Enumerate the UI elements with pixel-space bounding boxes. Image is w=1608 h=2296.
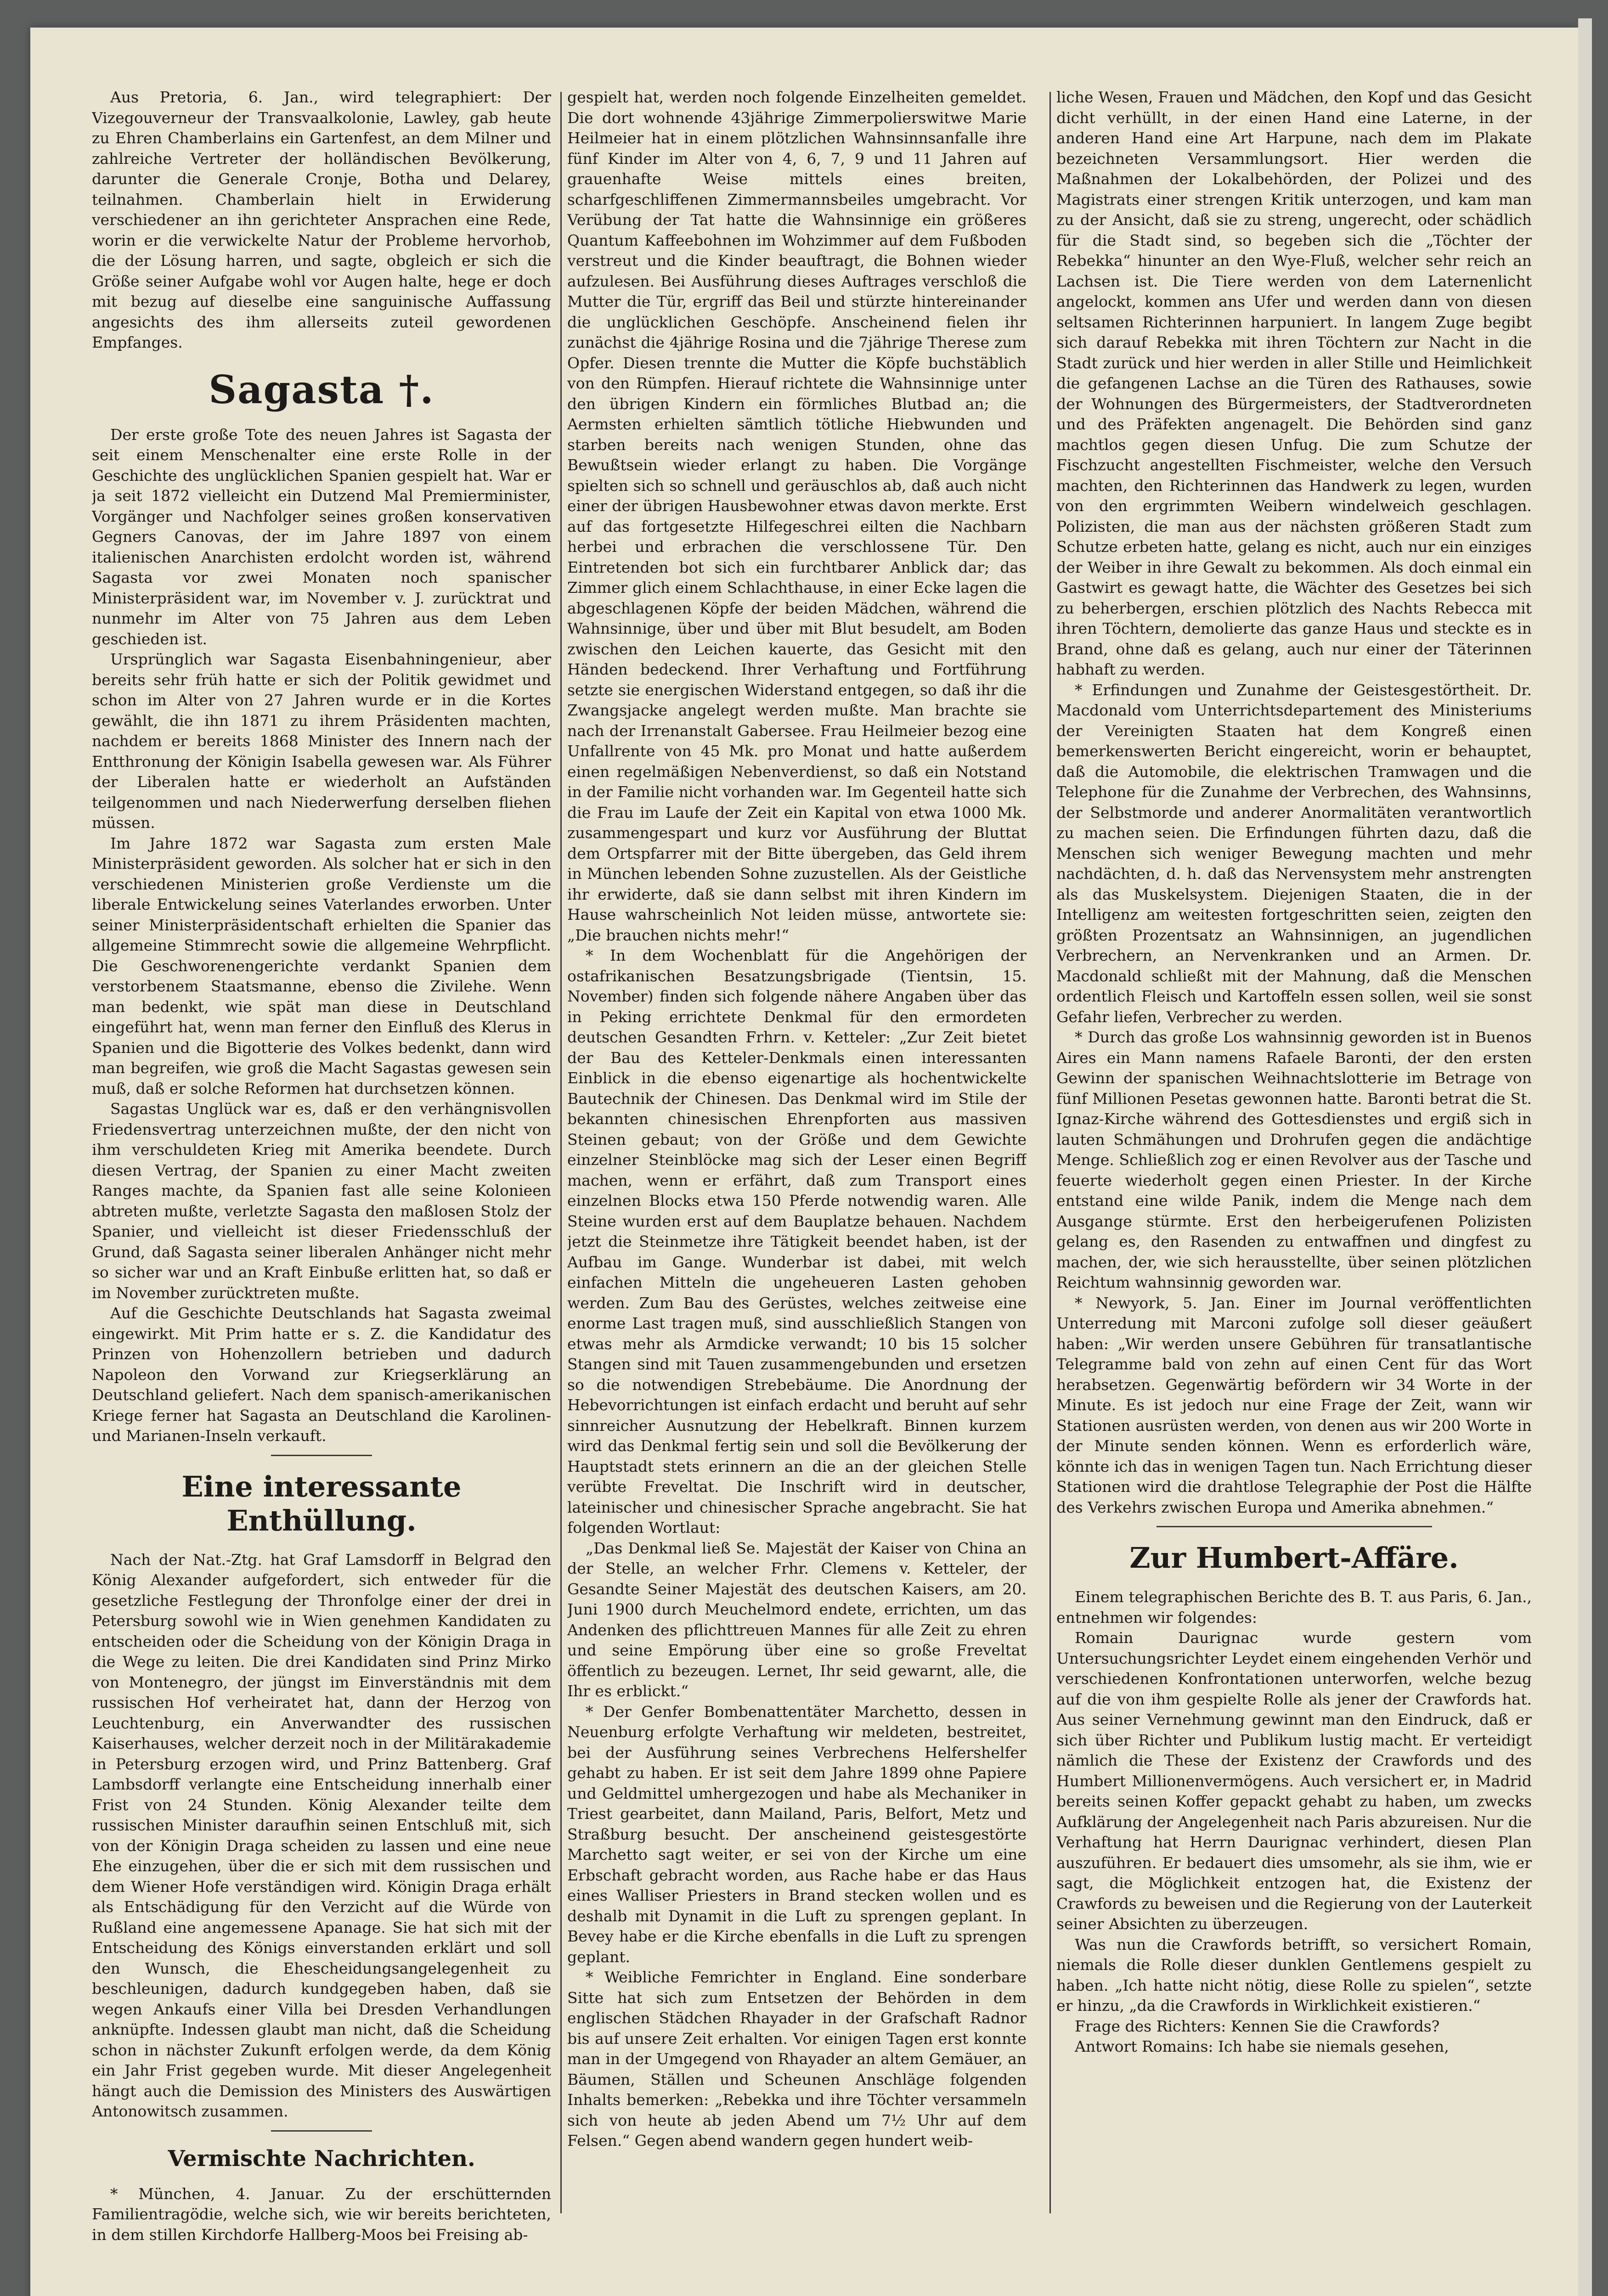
article-erfindungen: * Erfindungen und Zunahme der Geistesgestörtheit. Dr. Macdonald vom Unterrichtsdepartement des Ministeriums der Vereinigten Staaten hat dem Kongreß einen bemerkenswerten Bericht eingereicht, worin er behauptet, daß die Automobile, die elektrischen Tramwagen und die Telephone für die Zunahme der Verbrechen, des Wahnsinns, der Selbstmorde und anderer Anormalitäten verantwortlich zu machen seien. Die Erfindungen führten dazu, daß die Menschen sich weniger Bewegung machten und mehr nachdächten, d. h. daß das Nervensystem mehr anstrengten als das Muskelsystem. Diejenigen Staaten, die in der Intelligenz am weitesten fortgeschritten seien, zeigten den größten Prozentsatz an Wahnsinnigen, an jugendlichen Verbrechern, an Nervenkranken und an Armen. Dr. Macdonald schließt mit der Mahnung, daß die Menschen ordentlich Fleisch und Kartoffeln essen sollen, weil sie sonst Gefahr liefen, Verbrecher zu werden. [1056,681,1532,1026]
article-sagasta-p3: Im Jahre 1872 war Sagasta zum ersten Male Ministerpräsident geworden. Als solcher hat er sich in den verschiedenen Ministerien große Verdienste um die liberale Entwickelung seines Vaterlandes erworben. Unter seiner Ministerpräsidentschaft erhielten die Spanier das allgemeine Stimmrecht sowie die allgemeine Wehrpflicht. Die Geschworenengerichte verdankt Spanien dem verstorbenem Staatsmanne, ebenso die Zivilehe. Wenn man bedenkt, wie spät man diese in Deutschland eingeführt hat, wenn man ferner den Einfluß des Klerus in Spanien und die Bigotterie des Volkes bedenkt, dann wird man begreifen, wie groß die Macht Sagastas gewesen sein muß, daß er solche Reformen hat durchsetzen können. [92,834,551,1097]
article-humbert-p1: Romain Daurignac wurde gestern vom Untersuchungsrichter Leydet einem eingehenden Verhör und verschiedenen Konfrontationen unterworfen, welche bezug auf die von ihm gespielte Rolle als jener der Crawfords hat. Aus seiner Vernehmung gewinnt man den Eindruck, daß er sich über Richter und Publikum lustig macht. Er verteidigt nämlich die These der Existenz der Crawfords und des Humbert Millionenvermögens. Auch versichert er, in Madrid bereits seinen Koffer gepackt gehabt zu haben, um zwecks Aufklärung der Angelegenheit nach Paris abzureisen. Nur die Verhaftung hat Herrn Daurignac verhindert, diesen Plan auszuführen. Er bedauert dies umsomehr, als sie ihm, wie er sagt, die Möglichkeit entzogen hat, die Existenz der Crawfords zu beweisen und die Regierung von der Lauterkeit seiner Absichten zu überzeugen. [1056,1629,1532,1933]
heading-sagasta: Sagasta †. [209,366,434,412]
separator [271,1455,372,1456]
article-marchetto: * Der Genfer Bombenattentäter Marchetto, dessen in Neuenburg erfolgte Verhaftung wir meldeten, bestreitet, bei der Ausführung seines Verbrechens Helfershelfer gehabt zu haben. Er ist seit dem Jahre 1899 ohne Papiere und Geldmittel umhergezogen und habe als Mechaniker in Triest gearbeitet, dann Mailand, Paris, Belfort, Metz und Straßburg besucht. Der anscheinend geistesgestörte Marchetto sagt weiter, er sei von der Kirche um eine Erbschaft gebracht worden, aus Rache habe er das Haus eines Walliser Priesters in Brand stecken wollen und es deshalb mit Dynamit in die Luft zu sprengen geplant. In Bevey habe er die Kirche ebenfalls in die Luft zu sprengen geplant. [567,1702,1027,1966]
column-2 [567,87,1027,2151]
column-rule-1 [560,92,562,2213]
article-humbert-question: Frage des Richters: Kennen Sie die Crawfords? [1075,2017,1440,2035]
article-ketteler-inscription: „Das Denkmal ließ Se. Majestät der Kaiser von China an der Stelle, an welcher Frhr. Clemens v. Ketteler, der Gesandte Seiner Majestät des deutschen Kaisers, am 20. Juni 1900 durch Meuchelmord endete, errichten, um das Andenken des pflichttreuen Mannes für alle Zeit zu ehren und seine Empörung über eine so große Freveltat öffentlich zu bezeugen. Lernet, Ihr seid gewarnt, alle, die Ihr es erblickt.“ [567,1539,1027,1700]
article-muenchen-cont: gespielt hat, werden noch folgende Einzelheiten gemeldet. Die dort wohnende 43jährige Zimmerpolierswitwe Marie Heilmeier hat in einem plötzlichen Wahnsinnsanfalle ihre fünf Kinder im Alter von 4, 6, 7, 9 und 11 Jahren auf grauenhafte Weise mittels eines breiten, scharfgeschliffenen Zimmermannsbeiles umgebracht. Vor Verübung der Tat hatte die Wahnsinnige ein größeres Quantum Kaffeebohnen im Wohzimmer auf dem Fußboden verstreut und die Kinder beauftragt, die Bohnen wieder aufzulesen. Bei Ausführung dieses Auftrages verschloß die Mutter die Tür, ergriff das Beil und stürzte hintereinander die unglücklichen Geschöpfe. Anscheinend fielen ihr zunächst die 4jährige Rosina und die 7jährige Therese zum Opfer. Diesen trennte die Mutter die Köpfe buchstäblich von den Rümpfen. Hierauf richtete die Wahnsinnige unter den übrigen Kindern ein förmliches Blutbad an; die Aermsten erhielten sämtlich tötliche Hiebwunden und starben bereits nach wenigen Stunden, ohne das Bewußtsein wieder erlangt zu haben. Die Vorgänge spielten sich so schnell und geräuschlos ab, daß auch nicht einer der übrigen Hausbewohner etwas davon merkte. Erst auf das fortgesetzte Hilfegeschrei eilten die Nachbarn herbei und erbrachen die verschlossene Tür. Den Eintretenden bot sich ein furchtbarer Anblick dar; das Zimmer glich einem Schlachthause, in einer Ecke lagen die abgeschlagenen Köpfe der beiden Mädchen, während die Wahnsinnige, über und über mit Blut besudelt, am Boden zwischen den Leichen kauerte, das Gesicht mit den Händen bedeckend. Ihrer Verhaftung und Fortführung setzte sie energischen Widerstand entgegen, so daß ihr die Zwangsjacke angelegt werden mußte. Man brachte sie nach der Irrenanstalt Gabersee. Frau Heilmeier bezog eine Unfallrente von 45 Mk. pro Monat und hatte außerdem einen regelmäßigen Nebenverdienst, so daß ein Notstand in der Familie nicht vorhanden war. Im Gegenteil hatte sich die Frau im Laufe der Zeit ein Kapital von etwa 1000 Mk. zusammengespart und kurz vor Ausführung der Bluttat dem Ortspfarrer mit der Bitte übergeben, das Geld ihrem in München lebenden Sohne zuzustellen. Als der Geistliche ihr erwiderte, daß sie dann selbst mit ihren Kindern im Hause wahrscheinlich Not leiden müsse, antwortete sie: „Die brauchen nichts mehr!“ [567,88,1027,944]
article-ketteler: * In dem Wochenblatt für die Angehörigen der ostafrikanischen Besatzungsbrigade (Tientsin, 15. November) finden sich folgende nähere Angaben über das in Peking errichtete Denkmal für den ermordeten deutschen Gesandten Frhrn. v. Ketteler: „Zur Zeit bietet der Bau des Ketteler-Denkmals einen interessanten Einblick in die ebenso eigenartige als hochentwickelte Bautechnik der Chinesen. Das Denkmal wird im Stile der bekannten chinesischen Ehrenpforten aus massiven Steinen gebaut; von der Größe und dem Gewichte einzelner Steinblöcke mag sich der Leser einen Begriff machen, wenn er erfährt, daß zum Transport eines einzelnen Blocks etwa 150 Pferde notwendig waren. Alle Steine wurden erst auf dem Bauplatze behauen. Nachdem jetzt die Steinmetze ihre Tätigkeit beendet haben, ist der Aufbau im Gange. Wunderbar ist dabei, mit welch einfachen Mitteln die ungeheueren Lasten gehoben werden. Zum Bau des Gerüstes, welches zeitweise eine enorme Last tragen muß, sind ausschließlich Stangen von etwas mehr als Armdicke verwandt; 10 bis 15 solcher Stangen sind mit Tauen zusammengebunden und ersetzen so die notwendigen Strebebäume. Die Anordnung der Hebevorrichtungen ist einfach erdacht und beruht auf sehr sinnreicher Ausnutzung der Hebelkraft. Binnen kurzem wird das Denkmal fertig sein und soll die Bevölkerung der Hauptstadt stets erinnern an die an der gleichen Stelle verübte Freveltat. Die Inschrift wird in deutscher, lateinischer und chinesischer Sprache angebracht. Sie hat folgenden Wortlaut: [567,946,1027,1536]
article-humbert-answer: Antwort Romains: Ich habe sie niemals gesehen, [1075,2037,1449,2055]
article-enthuellung: Nach der Nat.-Ztg. hat Graf Lamsdorff in Belgrad den König Alexander aufgefordert, sich entweder für die gesetzliche Festlegung der Thronfolge einer der drei in Petersburg sowohl wie in Wien genehmen Kandidaten zu entscheiden oder die Scheidung von der Königin Draga in die Wege zu leiten. Die drei Kandidaten sind Prinz Mirko von Montenegro, der jüngst im Einverständnis mit dem russischen Hof verheiratet hat, dann der Herzog von Leuchtenburg, ein Anverwandter des russischen Kaiserhauses, welcher derzeit noch in der Militärakademie in Petersburg erzogen wird, und Prinz Battenberg. Graf Lambsdorff verlangte eine Entscheidung innerhalb einer Frist von 24 Stunden. König Alexander teilte dem russischen Minister daraufhin seinen Entschluß mit, sich von der Königin Draga scheiden zu lassen und eine neue Ehe einzugehen, über die er sich mit dem russischen und dem Wiener Hofe verständigen wird. Königin Draga erhält als Entschädigung für den Verzicht auf die Würde von Rußland eine angemessene Apanage. Sie hat sich mit der Entscheidung des Königs einverstanden erklärt und soll den Wunsch, die Ehescheidungsangelegenheit zu beschleunigen, dadurch kundgegeben haben, daß sie wegen Ankaufs einer Villa bei Dresden Verhandlungen anknüpfte. Indessen glaubt man nicht, daß die Scheidung schon in nächster Zukunft erfolgen werde, da dem König ein Jahr Frist gegeben wurde. Mit dieser Angelegenheit hängt auch die Demission des Ministers des Auswärtigen Antonowitsch zusammen. [92,1550,551,2120]
article-grosses-los: * Durch das große Los wahnsinnig geworden ist in Buenos Aires ein Mann namens Rafaele Baronti, der den ersten Gewinn der spanischen Weihnachtslotterie im Betrage von fünf Millionen Pesetas gewonnen hatte. Baronti betrat die St. Ignaz-Kirche während des Gottesdienstes und ergiß sich in lauten Schmähungen und Drohrufen gegen die andächtige Menge. Schließlich zog er einen Revolver aus der Tasche und feuerte wiederholt gegen einen Priester. In der Kirche entstand eine wilde Panik, indem die Menge nach dem Ausgange stürmte. Erst den herbeigerufenen Polizisten gelang es, den Rasenden zu entwaffnen und dingfest zu machen, der, wie sich herausstellte, über seinen plötzlichen Reichtum wahnsinnig geworden war. [1056,1028,1532,1291]
heading-vermischte: Vermischte Nachrichten. [168,2145,475,2172]
article-femrichter-cont: liche Wesen, Frauen und Mädchen, den Kopf und das Gesicht dicht verhüllt, in der einen Hand eine Laterne, in der anderen Hand eine Art Harpune, nach dem im Plakate bezeichneten Versammlungsort. Hier werden die Maßnahmen der Lokalbehörden, der Polizei und des Magistrats einer strengen Kritik unterzogen, und kam man zu der Ansicht, daß sie zu streng, ungerecht, oder schädlich für die Stadt sind, so begeben sich die „Töchter der Rebekka“ hinunter an den Wye-Fluß, welcher sehr reich an Lachsen ist. Die Tiere werden von dem Laternenlicht angelockt, kommen ans Ufer und werden dann von diesen seltsamen Richterinnen harpuniert. In langem Zuge begibt sich darauf Rebekka mit ihren Töchtern zur Nacht in die Stadt zurück und hier werden in aller Stille und Heimlichkeit die gefangenen Lachse an die Türen des Rathauses, sowie der Wohnungen des Bürgermeisters, der Stadtverordneten und des Präfekten angenagelt. Die Behörden sind ganz machtlos gegen diesen Unfug. Die zum Schutze der Fischzucht angestellten Fischmeister, welche den Versuch machten, den Richterinnen das Handwerk zu legen, wurden von den ergrimmten Weibern windelweich geschlagen. Polizisten, die man aus der nächsten größeren Stadt zum Schutze erbeten hatte, gelang es nicht, auch nur ein einziges der Weiber in ihre Gewalt zu bekommen. Als doch einmal ein Gastwirt es gewagt hatte, die Wächter des Gesetzes bei sich zu beherbergen, erschien plötzlich des Nachts Rebecca mit ihren Töchtern, demolierte das ganze Haus und steckte es in Brand, ohne daß es gelang, auch nur einer der Täterinnen habhaft zu werden. [1056,88,1532,678]
article-humbert-intro: Einem telegraphischen Berichte des B. T. aus Paris, 6. Jan., entnehmen wir folgendes: [1056,1588,1532,1626]
separator [1157,1526,1432,1527]
article-pretoria: Aus Pretoria, 6. Jan., wird telegraphiert: Der Vizegouverneur der Transvaalkolonie, Lawley, gab heute zu Ehren Chamberlains ein Gartenfest, an dem Milner und zahlreiche Vertreter der holländischen Bevölkerung, darunter die Generale Cronje, Botha und Delarey, teilnahmen. Chamberlain hielt in Erwiderung verschiedener an ihn gerichteter Ansprachen eine Rede, worin er die verwickelte Natur der Probleme hervorhob, die der Lösung harren, und sagte, obgleich er sich die Größe seiner Aufgabe wohl vor Augen halte, hege er doch mit bezug auf dieselbe eine sanguinische Auffassung angesichts des ihm allerseits zuteil gewordenen Empfanges. [92,88,551,351]
article-sagasta-p1: Der erste große Tote des neuen Jahres ist Sagasta der seit einem Menschenalter eine erste Rolle in der Geschichte des unglücklichen Spanien gespielt hat. War er ja seit 1872 vielleicht ein Dutzend Mal Premierminister, Vorgänger und Nachfolger seines großen konservativen Gegners Canovas, der im Jahre 1897 von einem italienischen Anarchisten erdolcht worden ist, während Sagasta vor zwei Monaten noch spanischer Ministerpräsident war, im November v. J. zurücktrat und nunmehr im Alter von 75 Jahren aus dem Leben geschieden ist. [92,425,551,648]
article-muenchen: * München, 4. Januar. Zu der erschütternden Familientragödie, welche sich, wie wir bereits berichteten, in dem stillen Kirchdorfe Hallberg-Moos bei Freising ab- [92,2184,551,2244]
page-edge [1578,18,1592,2296]
article-sagasta-p4: Sagastas Unglück war es, daß er den verhängnisvollen Friedensvertrag unterzeichnen mußte, der den nicht von ihm verschuldeten Krieg mit Amerika beendete. Durch diesen Vertrag, der Spanien zu einer Macht zweiten Ranges machte, da Spanien fast alle seine Kolonieen abtreten mußte, verletzte Sagasta den maßlosen Stolz der Spanier, und vielleicht ist dieser Friedensschluß der Grund, daß Sagasta seiner liberalen Anhänger nicht mehr so sicher war und an Kraft Einbuße erlitten hat, so daß er im November zurücktreten mußte. [92,1100,551,1302]
column-3 [1056,87,1532,2057]
separator [271,2130,372,2132]
column-1 [92,87,551,2245]
article-sagasta-p2: Ursprünglich war Sagasta Eisenbahningenieur, aber bereits sehr früh hatte er sich der Politik gewidmet und schon im Alter von 27 Jahren wurde er in die Kortes gewählt, die ihn 1871 zu ihrem Präsidenten machten, nachdem er bereits 1868 Minister des Innern nach der Entthronung der Königin Isabella gewesen war. Als Führer der Liberalen hatte er wiederholt an Aufständen teilgenommen und nach Niederwerfung derselben fliehen müssen. [92,650,551,832]
article-femrichter: * Weibliche Femrichter in England. Eine sonderbare Sitte hat sich zum Entsetzen der Behörden in dem englischen Städchen Rhayader in der Grafschaft Radnor bis auf unsere Zeit erhalten. Vor einigen Tagen erst konnte man in der Umgegend von Rhayader an altem Gemäuer, an Bäumen, Ställen und Scheunen Anschläge folgenden Inhalts bemerken: „Rebekka und ihre Töchter versammeln sich von heute ab jeden Abend um 7½ Uhr auf dem Felsen.“ Gegen abend wandern gegen hundert weib- [567,1968,1027,2150]
article-newyork: * Newyork, 5. Jan. Einer im Journal veröffentlichten Unterredung mit Marconi zufolge soll dieser geäußert haben: „Wir werden unsere Gebühren für transatlantische Telegramme bald von zehn auf einen Cent für das Wort herabsetzen. Gegenwärtig befördern wir 34 Worte in der Minute. Es ist jedoch nur eine Frage der Zeit, wann wir Stationen ausrüsten werden, von denen aus wir 200 Worte in der Minute senden können. Wenn es erforderlich wäre, könnte ich das in wenigen Tagen tun. Nach Errichtung dieser Stationen wird die drahtlose Telegraphie der Post die Hälfte des Verkehrs zwischen Europa und Amerika abnehmen.“ [1056,1294,1532,1516]
heading-humbert: Zur Humbert-Affäre. [1129,1541,1459,1575]
article-sagasta-p5: Auf die Geschichte Deutschlands hat Sagasta zweimal eingewirkt. Mit Prim hatte er s. Z. die Kandidatur des Prinzen von Hohenzollern betrieben und dadurch Napoleon den Vorwand zur Kriegserklärung an Deutschland geliefert. Nach dem spanisch-amerikanischen Kriege ferner hat Sagasta an Deutschland die Karolinen- und Marianen-Inseln verkauft. [92,1304,551,1445]
article-humbert-p2: Was nun die Crawfords betrifft, so versichert Romain, niemals die Rolle dieser dunklen Gentlemens gespielt zu haben. „Ich hatte nicht nötig, diese Rolle zu spielen“, setzte er hinzu, „da die Crawfords in Wirklichkeit existieren.“ [1056,1935,1532,2015]
heading-enthuellung: Eine interessante Enthüllung. [181,1469,462,1537]
column-rule-2 [1049,92,1051,2213]
